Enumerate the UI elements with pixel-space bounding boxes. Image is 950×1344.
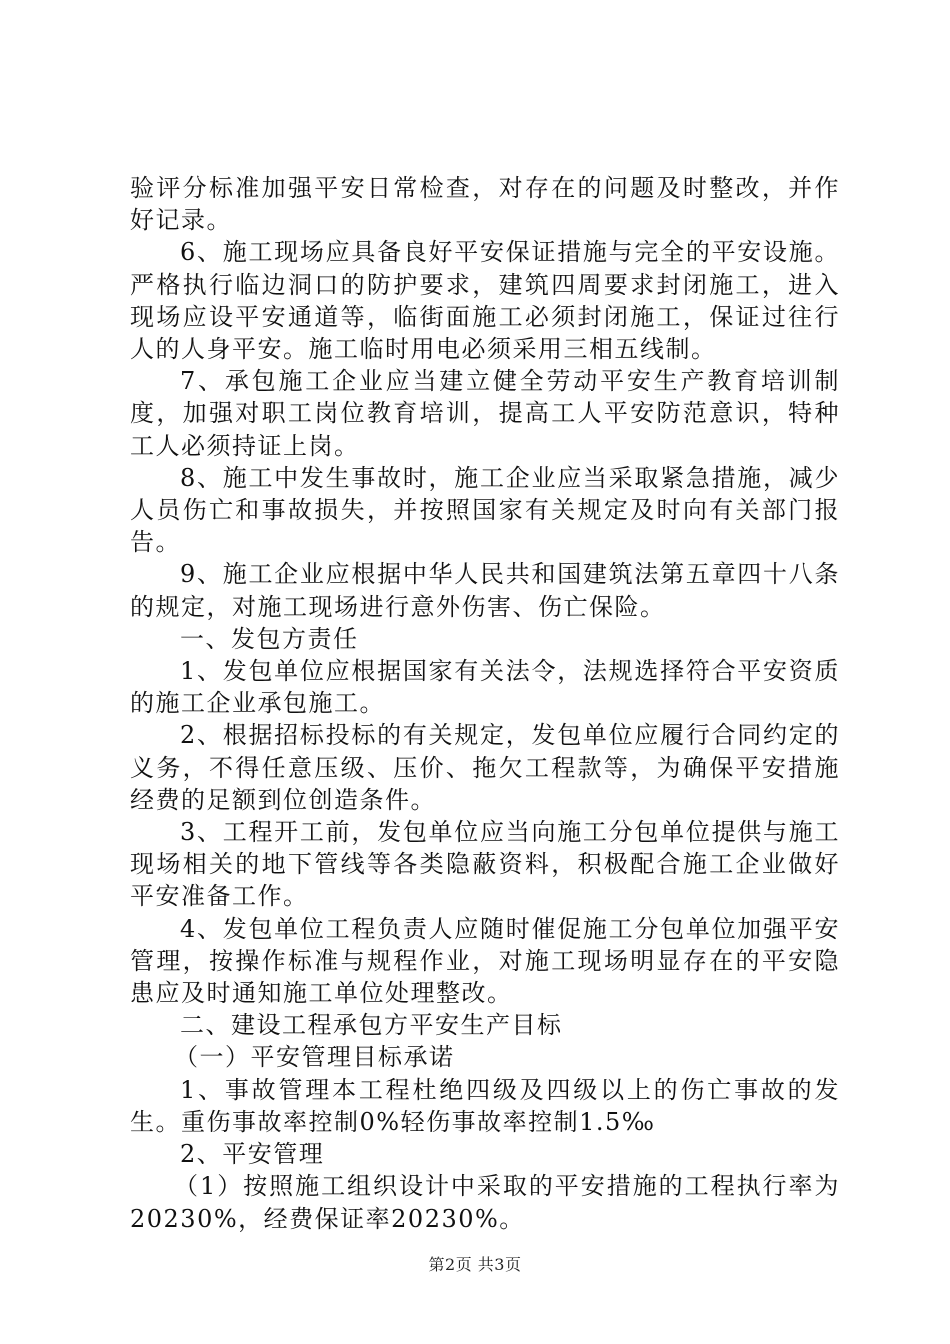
paragraph-section2-item-1: 1、事故管理本工程杜绝四级及四级以上的伤亡事故的发生。重伤事故率控制0%轻伤事故率控制1.5‰ <box>130 1075 840 1136</box>
section-heading-1: 一、发包方责任 <box>180 624 359 653</box>
document-body <box>130 172 840 1235</box>
section-heading-2: 二、建设工程承包方平安生产目标 <box>180 1011 563 1040</box>
paragraph-section1-item-1: 1、发包单位应根据国家有关法令，法规选择符合平安资质的施工企业承包施工。 <box>130 657 840 718</box>
paragraph-section1-item-3: 3、工程开工前，发包单位应当向施工分包单位提供与施工现场相关的地下管线等各类隐蔽资料，积极配合施工企业做好平安准备工作。 <box>130 818 840 911</box>
paragraph-item-7: 7、承包施工企业应当建立健全劳动平安生产教育培训制度，加强对职工岗位教育培训，提高工人平安防范意识，特种工人必须持证上岗。 <box>130 367 840 460</box>
page-footer: 第2页 共3页 <box>428 1255 522 1274</box>
paragraph-continuation: 验评分标准加强平安日常检查，对存在的问题及时整改，并作好记录。 <box>130 174 840 235</box>
paragraph-section2-item-2: 2、平安管理 <box>180 1140 325 1169</box>
paragraph-item-9: 9、施工企业应根据中华人民共和国建筑法第五章四十八条的规定，对施工现场进行意外伤害、伤亡保险。 <box>130 560 840 621</box>
paragraph-section2-subitem-1: （1）按照施工组织设计中采取的平安措施的工程执行率为20230%，经费保证率20230%。 <box>130 1172 840 1233</box>
paragraph-item-8: 8、施工中发生事故时，施工企业应当采取紧急措施，减少人员伤亡和事故损失，并按照国家有关规定及时向有关部门报告。 <box>130 463 840 557</box>
paragraph-section1-item-4: 4、发包单位工程负责人应随时催促施工分包单位加强平安管理，按操作标准与规程作业，对施工现场明显存在的平安隐患应及时通知施工单位处理整改。 <box>130 914 840 1008</box>
paragraph-item-6: 6、施工现场应具备良好平安保证措施与完全的平安设施。严格执行临边洞口的防护要求，建筑四周要求封闭施工，进入现场应设平安通道等，临街面施工必须封闭施工，保证过往行人的人身平安。施工临时用电必须采用三相五线制。 <box>130 238 840 364</box>
subsection-heading-1: （一）平安管理目标承诺 <box>174 1043 455 1072</box>
paragraph-section1-item-2: 2、根据招标投标的有关规定，发包单位应履行合同约定的义务，不得任意压级、压价、拖欠工程款等，为确保平安措施经费的足额到位创造条件。 <box>130 721 840 814</box>
